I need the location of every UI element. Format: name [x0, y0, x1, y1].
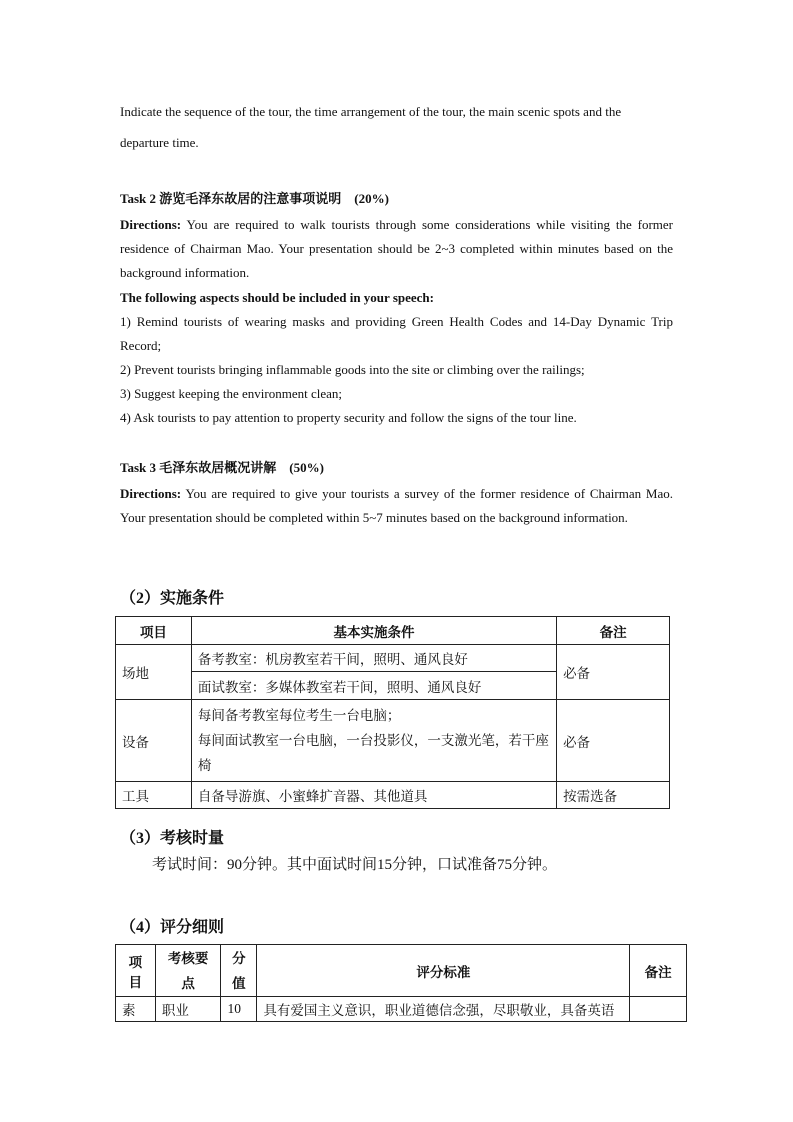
- section2-heading: （2）实施条件: [120, 590, 225, 607]
- intro-line-1: Indicate the sequence of the tour, the time arrangement of the tour, the main scenic spots and the: [120, 104, 622, 119]
- task3-directions: [120, 482, 673, 530]
- equipment-cond: [191, 700, 556, 782]
- score-cell-criteria: 具有爱国主义意识，职业道德信念强，尽职敬业，具备英语: [257, 997, 630, 1022]
- venue-label: 场地: [116, 645, 192, 700]
- section3-heading: （3）考核时量: [120, 830, 225, 847]
- score-cell-point: 职业: [155, 997, 221, 1022]
- task2-item-3: 3) Suggest keeping the environment clean;: [120, 386, 343, 401]
- score-header-criteria: 评分标准: [257, 945, 630, 997]
- score-header-item: 项目: [116, 945, 156, 997]
- tools-note: 按需选备: [557, 782, 670, 809]
- equipment-row: [116, 700, 670, 782]
- header-conditions: 基本实施条件: [191, 617, 556, 645]
- task2-heading: [120, 187, 673, 211]
- task2-directions-label: Directions:: [120, 217, 182, 232]
- task2-directions: [120, 213, 673, 285]
- task2-aspects-heading: The following aspects should be included in your speech:: [120, 290, 434, 305]
- task2-weight: (20%): [354, 191, 389, 206]
- equipment-label: 设备: [116, 700, 192, 782]
- venue-cond-2: 面试教室：多媒体教室若干间，照明、通风良好: [191, 672, 556, 700]
- tools-label: 工具: [116, 782, 192, 809]
- header-note: 备注: [557, 617, 670, 645]
- task2-directions-text: You are required to walk tourists through some considerations while visiting the former residence of Chairman Mao. Your presentation should be 2~3 completed within minutes based on the background information.: [120, 217, 673, 280]
- task3-heading: [120, 456, 673, 480]
- exam-time-text: 考试时间：90分钟。其中面试时间15分钟，口试准备75分钟。: [152, 857, 558, 873]
- header-item: 项目: [116, 617, 192, 645]
- conditions-table: [115, 616, 670, 809]
- score-cell-note: [630, 997, 687, 1022]
- conditions-header-row: [116, 617, 670, 645]
- tools-cond: 自备导游旗、小蜜蜂扩音器、其他道具: [191, 782, 556, 809]
- task3-title: Task 3 毛泽东故居概况讲解: [120, 460, 277, 475]
- scoring-table: [115, 944, 687, 1022]
- task2-item-2: 2) Prevent tourists bringing inflammable goods into the site or climbing over the railings;: [120, 362, 585, 377]
- score-header-value: 分值: [221, 945, 257, 997]
- score-cell-value: 10: [221, 997, 257, 1022]
- task3-directions-text: You are required to give your tourists a survey of the former residence of Chairman Mao. Your presentation should be completed within 5~7 minutes based on the background information.: [120, 486, 673, 525]
- equipment-note: 必备: [557, 700, 670, 782]
- equipment-cond-line-1: 每间备考教室每位考生一台电脑；: [197, 708, 401, 723]
- task2-item-1: 1) Remind tourists of wearing masks and providing Green Health Codes and 14-Day Dynamic Trip Record;: [120, 314, 673, 353]
- scoring-row: [116, 997, 687, 1022]
- task3-weight: (50%): [289, 460, 324, 475]
- score-header-note: 备注: [630, 945, 687, 997]
- equipment-cond-line-2: 每间面试教室一台电脑，一台投影仪，一支激光笔，若干座椅: [197, 733, 549, 773]
- task2-title: Task 2 游览毛泽东故居的注意事项说明: [120, 191, 342, 206]
- section4-heading: （4）评分细则: [120, 919, 225, 936]
- scoring-header-row: [116, 945, 687, 997]
- score-cell-item: 素: [116, 997, 156, 1022]
- venue-cond-1: 备考教室：机房教室若干间，照明、通风良好: [191, 645, 556, 672]
- intro-line-2: departure time.: [120, 135, 199, 150]
- venue-row-1: [116, 645, 670, 672]
- venue-note: 必备: [557, 645, 670, 700]
- task3-directions-label: Directions:: [120, 486, 182, 501]
- tools-row: [116, 782, 670, 809]
- score-header-points: 考核要点: [155, 945, 221, 997]
- task2-item-4: 4) Ask tourists to pay attention to property security and follow the signs of the tour line.: [120, 410, 577, 425]
